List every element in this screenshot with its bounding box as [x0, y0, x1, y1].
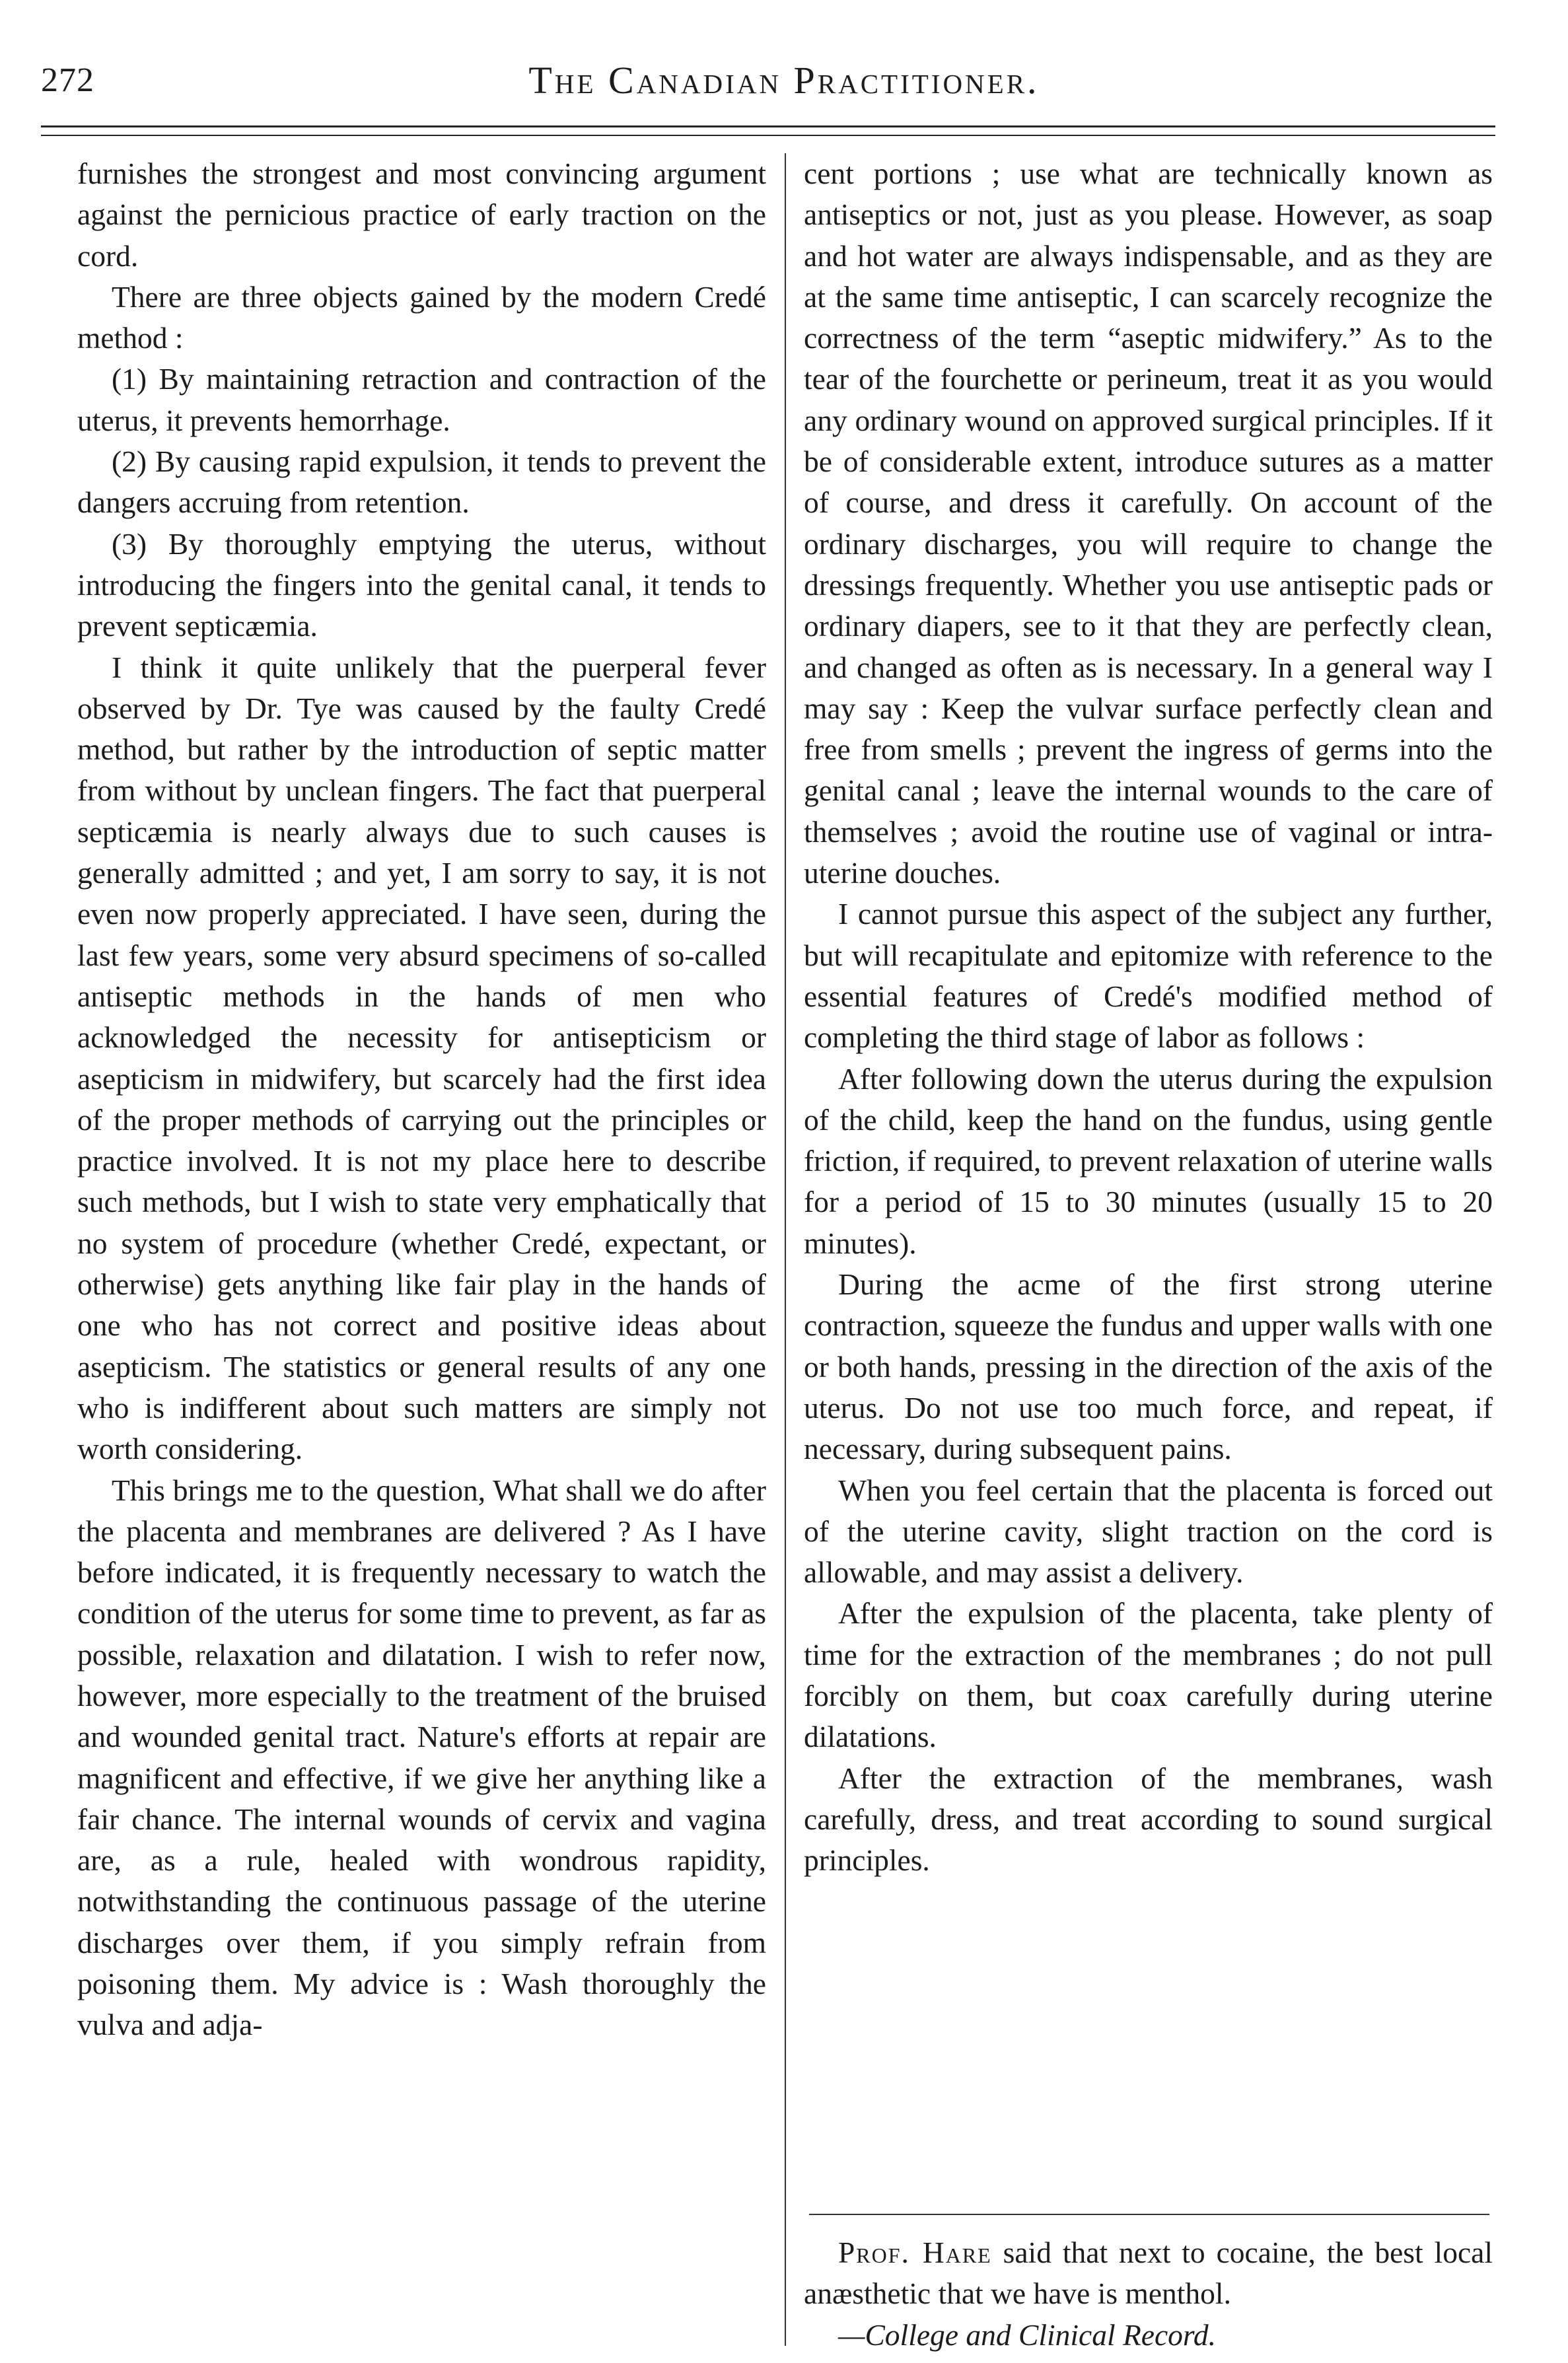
section-separator-rule: [809, 2214, 1489, 2215]
column-divider: [785, 153, 786, 2346]
paragraph: There are three objects gained by the modern Credé method :: [77, 279, 766, 355]
paragraph: After the extraction of the membranes, wash carefully, dress, and treat according to sound surgical principles.: [804, 1761, 1493, 1878]
paragraph: furnishes the strongest and most convincing argument against the pernicious practice of early traction on the cord.: [77, 157, 766, 273]
right-column: [804, 153, 1493, 1881]
note-paragraph: [804, 2232, 1493, 2315]
page-number: 272: [41, 61, 94, 99]
note-source: —College and Clinical Record.: [838, 2317, 1217, 2352]
paragraph: After the expulsion of the placenta, take plenty of time for the extraction of the membranes ; do not pull forcibly on them, but coax carefully during uterine dilatations.: [804, 1596, 1493, 1754]
header-rule-top: [41, 125, 1495, 127]
paragraph: I cannot pursue this aspect of the subject any further, but will recapitulate and epitomize with reference to the essential features of Credé's modified method of completing the third stage of labor as follows :: [804, 897, 1493, 1055]
paragraph: cent portions ; use what are technically known as antiseptics or not, just as you please. However, as soap and hot water are always indispensable, and as they are at the same time antiseptic, I can scarcely recognize the correctness of the term “aseptic midwifery.” As to the tear of the fourchette or perineum, treat it as you would any ordinary wound on approved surgical principles. If it be of considerable extent, introduce sutures as a matter of course, and dress it carefully. On account of the ordinary discharges, you will require to change the dressings frequently. Whether you use antiseptic pads or ordinary diapers, see to it that they are perfectly clean, and changed as often as is necessary. In a general way I may say : Keep the vulvar surface perfectly clean and free from smells ; prevent the ingress of germs into the genital canal ; leave the internal wounds to the care of themselves ; avoid the routine use of vaginal or intra-uterine douches.: [804, 157, 1493, 890]
paragraph: I think it quite unlikely that the puerperal fever observed by Dr. Tye was caused by the faulty Credé method, but rather by the introduction of septic matter from without by unclean fingers. The fact that puerperal septicæmia is nearly always due to such causes is generally admitted ; and yet, I am sorry to say, it is not even now properly appreciated. I have seen, during the last few years, some very absurd specimens of so-called antiseptic methods in the hands of men who acknowledged the necessity for antisepticism or asepticism in midwifery, but scarcely had the first idea of the proper methods of carrying out the principles or practice involved. It is not my place here to describe such methods, but I wish to state very emphatically that no system of procedure (whether Credé, expectant, or otherwise) gets anything like fair play in the hands of one who has not correct and positive ideas about asepticism. The statistics or general results of any one who is indifferent about such matters are simply not worth considering.: [77, 650, 766, 1466]
paragraph: This brings me to the question, What shall we do after the placenta and membranes are delivered ? As I have before indicated, it is frequently necessary to watch the condition of the uterus for some time to prevent, as far as possible, relaxation and dilatation. I wish to refer now, however, more especially to the treatment of the bruised and wounded genital tract. Nature's efforts at repair are magnificent and effective, if we give her anything like a fair chance. The internal wounds of cervix and vagina are, as a rule, healed with wondrous rapidity, notwithstanding the continuous passage of the uterine discharges over them, if you simply refrain from poisoning them. My advice is : Wash thoroughly the vulva and adja-: [77, 1473, 766, 2042]
left-column: [77, 153, 766, 2046]
note-text: said that next to cocaine, the best local anæsthetic that we have is menthol.: [804, 2236, 1493, 2311]
paragraph: When you feel certain that the placenta is forced out of the uterine cavity, slight traction on the cord is allowable, and may assist a delivery.: [804, 1473, 1493, 1590]
paragraph: During the acme of the first strong uterine contraction, squeeze the fundus and upper walls with one or both hands, pressing in the direction of the axis of the uterus. Do not use too much force, and repeat, if necessary, during subsequent pains.: [804, 1267, 1493, 1466]
paragraph: (1) By maintaining retraction and contraction of the uterus, it prevents hemorrhage.: [77, 362, 766, 437]
paragraph: (3) By thoroughly emptying the uterus, without introducing the fingers into the genital canal, it tends to prevent septicæmia.: [77, 526, 766, 643]
note-speaker: Prof. Hare: [838, 2236, 992, 2269]
running-head: The Canadian Practitioner.: [528, 59, 1040, 102]
paragraph: (2) By causing rapid expulsion, it tends to prevent the dangers accruing from retention.: [77, 444, 766, 520]
header-rule-bottom: [41, 135, 1495, 136]
paragraph: After following down the uterus during the expulsion of the child, keep the hand on the fundus, using gentle friction, if required, to prevent relaxation of uterine walls for a period of 15 to 30 minutes (usually 15 to 20 minutes).: [804, 1061, 1493, 1260]
quoted-note: [804, 2232, 1493, 2356]
